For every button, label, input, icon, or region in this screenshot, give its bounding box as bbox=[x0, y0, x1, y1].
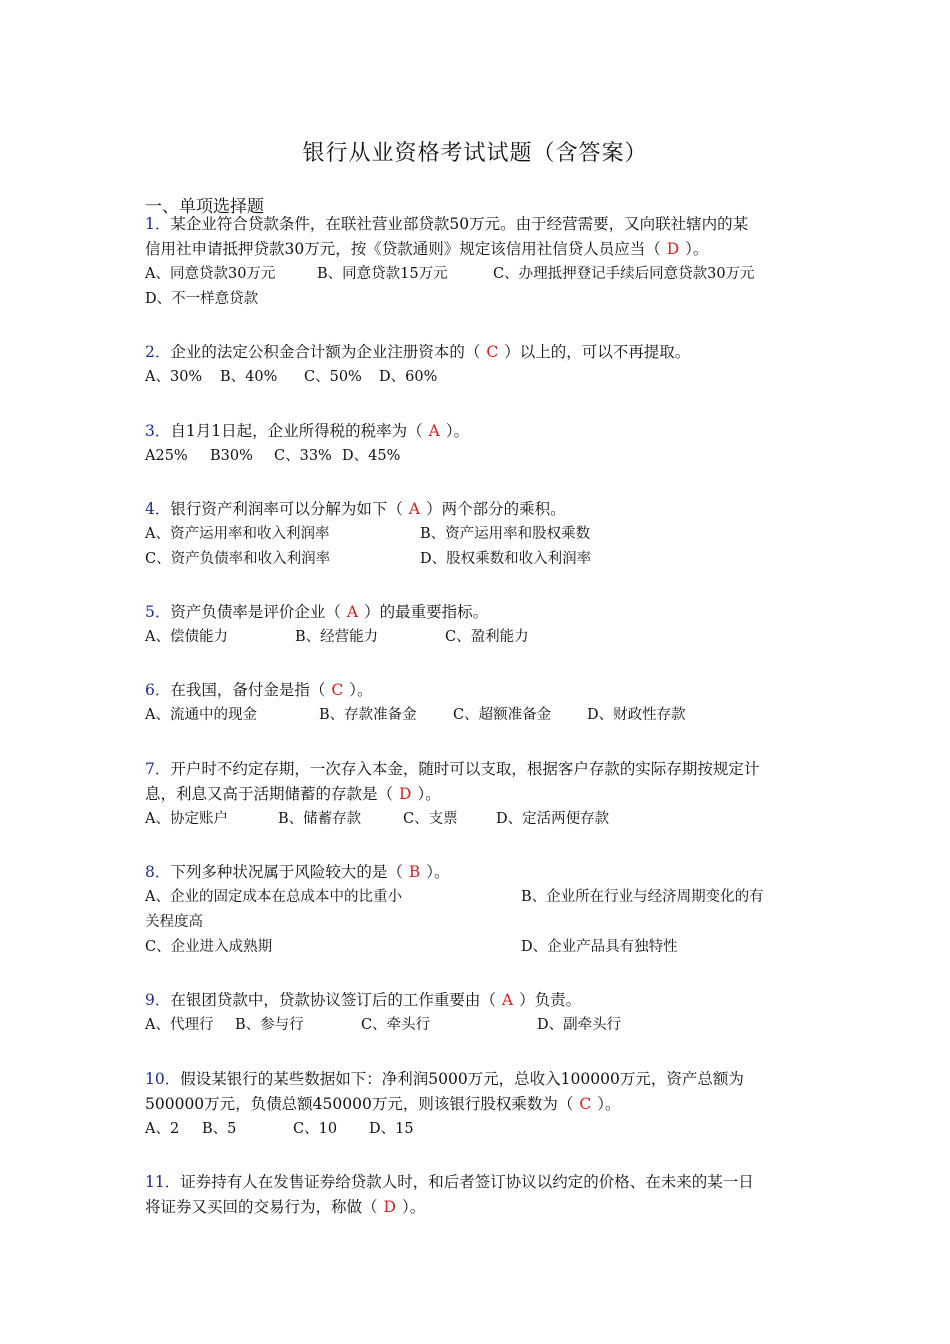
question-3 bbox=[145, 419, 810, 469]
option: C、支票 bbox=[403, 811, 458, 827]
option: C、牵头行 bbox=[361, 1017, 431, 1033]
question-text: 银行资产利润率可以分解为如下（ bbox=[170, 500, 403, 518]
option: B、同意贷款15万元 bbox=[317, 266, 448, 282]
option: C、办理抵押登记手续后同意贷款30万元 bbox=[493, 266, 755, 282]
question-text: 下列多种状况属于风险较大的是（ bbox=[170, 863, 403, 881]
question-text: 假设某银行的某些数据如下：净利润5000万元，总收入100000万元，资产总额为 bbox=[180, 1070, 744, 1088]
option: B、5 bbox=[202, 1121, 237, 1137]
question-number: 5． bbox=[145, 603, 171, 621]
question-5 bbox=[145, 600, 810, 650]
question-1 bbox=[145, 212, 810, 312]
question-text: ）。 bbox=[349, 681, 373, 699]
option: C、10 bbox=[293, 1121, 338, 1137]
option: A、流通中的现金 bbox=[145, 707, 257, 723]
option: B30% bbox=[210, 448, 253, 464]
question-text: ）负责。 bbox=[519, 991, 582, 1009]
question-text: ）。 bbox=[685, 240, 709, 258]
question-7 bbox=[145, 757, 810, 832]
option: A、同意贷款30万元 bbox=[145, 266, 276, 282]
question-text: ）。 bbox=[426, 863, 450, 881]
question-text: 资产负债率是评价企业（ bbox=[170, 603, 341, 621]
option: D、财政性存款 bbox=[587, 707, 686, 723]
option: D、副牵头行 bbox=[537, 1017, 622, 1033]
option: B、40% bbox=[220, 369, 278, 385]
option: B、储蓄存款 bbox=[278, 811, 362, 827]
question-6 bbox=[145, 678, 810, 728]
question-number: 7． bbox=[145, 760, 171, 778]
option: D、15 bbox=[369, 1121, 414, 1137]
question-text: 500000万元，负债总额450000万元，则该银行股权乘数为（ bbox=[145, 1095, 574, 1113]
option: D、企业产品具有独特性 bbox=[521, 939, 678, 955]
answer-mark: C bbox=[579, 1095, 592, 1113]
answer-mark: D bbox=[666, 240, 680, 258]
question-2 bbox=[145, 340, 810, 390]
answer-mark: C bbox=[486, 343, 499, 361]
question-text: ）。 bbox=[445, 422, 470, 440]
question-text: ）。 bbox=[401, 1198, 426, 1216]
section-heading: 一、单项选择题 bbox=[145, 197, 264, 217]
question-10 bbox=[145, 1067, 810, 1142]
question-9 bbox=[145, 988, 810, 1038]
question-number: 11． bbox=[145, 1173, 181, 1191]
option: C、盈利能力 bbox=[445, 629, 529, 645]
question-text: 在银团贷款中，贷款协议签订后的工作重要由（ bbox=[170, 991, 496, 1009]
question-text: ）。 bbox=[417, 785, 441, 803]
option: C、50% bbox=[304, 369, 362, 385]
question-text: 信用社申请抵押贷款30万元，按《贷款通则》规定该信用社信贷人员应当（ bbox=[145, 240, 661, 258]
question-text: 企业的法定公积金合计额为企业注册资本的（ bbox=[170, 343, 481, 361]
option: A、协定账户 bbox=[145, 811, 228, 827]
option: C、资产负债率和收入利润率 bbox=[145, 551, 331, 567]
question-text: 将证券又买回的交易行为，称做（ bbox=[145, 1198, 378, 1216]
question-number: 4． bbox=[145, 500, 171, 518]
question-number: 1． bbox=[145, 215, 171, 233]
question-text: 自1月1日起，企业所得税的税率为（ bbox=[170, 422, 423, 440]
option: A25% bbox=[145, 448, 188, 464]
question-text: 在我国，备付金是指（ bbox=[170, 681, 326, 699]
question-text: 息，利息又高于活期储蓄的存款是（ bbox=[145, 785, 394, 803]
question-11 bbox=[145, 1170, 810, 1220]
option: A、企业的固定成本在总成本中的比重小 bbox=[145, 889, 402, 905]
question-number: 2． bbox=[145, 343, 171, 361]
question-text: ）两个部分的乘积。 bbox=[426, 500, 566, 518]
answer-mark: A bbox=[408, 500, 421, 518]
question-text: 开户时不约定存期，一次存入本金，随时可以支取，根据客户存款的实际存期按规定计 bbox=[170, 760, 760, 778]
answer-mark: D bbox=[399, 785, 412, 803]
question-text: ）以上的，可以不再提取。 bbox=[504, 343, 691, 361]
question-text: ）的最重要指标。 bbox=[364, 603, 489, 621]
document-title: 银行从业资格考试试题（含答案） bbox=[302, 141, 648, 166]
option: A、资产运用率和收入利润率 bbox=[145, 526, 330, 542]
option: B、企业所在行业与经济周期变化的有 bbox=[521, 889, 764, 905]
question-number: 9． bbox=[145, 991, 171, 1009]
option: C、33% bbox=[274, 448, 332, 464]
answer-mark: A bbox=[501, 991, 514, 1009]
option: A、代理行 bbox=[145, 1017, 214, 1033]
question-number: 8． bbox=[145, 863, 171, 881]
option: A、偿债能力 bbox=[145, 629, 228, 645]
option: B、存款准备金 bbox=[319, 707, 417, 723]
option: B、参与行 bbox=[235, 1017, 304, 1033]
option: B、资产运用率和股权乘数 bbox=[420, 526, 591, 542]
question-number: 6． bbox=[145, 681, 171, 699]
option: D、60% bbox=[379, 369, 438, 385]
option: C、超额准备金 bbox=[453, 707, 552, 723]
option: A、2 bbox=[145, 1121, 180, 1137]
option: D、股权乘数和收入利润率 bbox=[420, 551, 592, 567]
answer-mark: C bbox=[331, 681, 344, 699]
answer-mark: A bbox=[346, 603, 359, 621]
answer-mark: A bbox=[428, 422, 440, 440]
question-number: 3． bbox=[145, 422, 171, 440]
question-text: 某企业符合贷款条件，在联社营业部贷款50万元。由于经营需要，又向联社辖内的某 bbox=[170, 215, 749, 233]
question-8 bbox=[145, 860, 810, 960]
question-text: 证券持有人在发售证券给贷款人时，和后者签订协议以约定的价格、在未来的某一日 bbox=[180, 1173, 754, 1191]
option: B、经营能力 bbox=[295, 629, 379, 645]
option: D、定活两便存款 bbox=[496, 811, 610, 827]
option: A、30% bbox=[145, 369, 203, 385]
question-4 bbox=[145, 497, 810, 572]
question-number: 10． bbox=[145, 1070, 181, 1088]
answer-mark: D bbox=[383, 1198, 396, 1216]
option: D、45% bbox=[342, 448, 401, 464]
answer-mark: B bbox=[408, 863, 421, 881]
option: D、不一样意贷款 bbox=[145, 291, 259, 307]
option: C、企业进入成熟期 bbox=[145, 939, 273, 955]
option-continuation: 关程度高 bbox=[145, 914, 203, 930]
question-text: ）。 bbox=[597, 1095, 621, 1113]
